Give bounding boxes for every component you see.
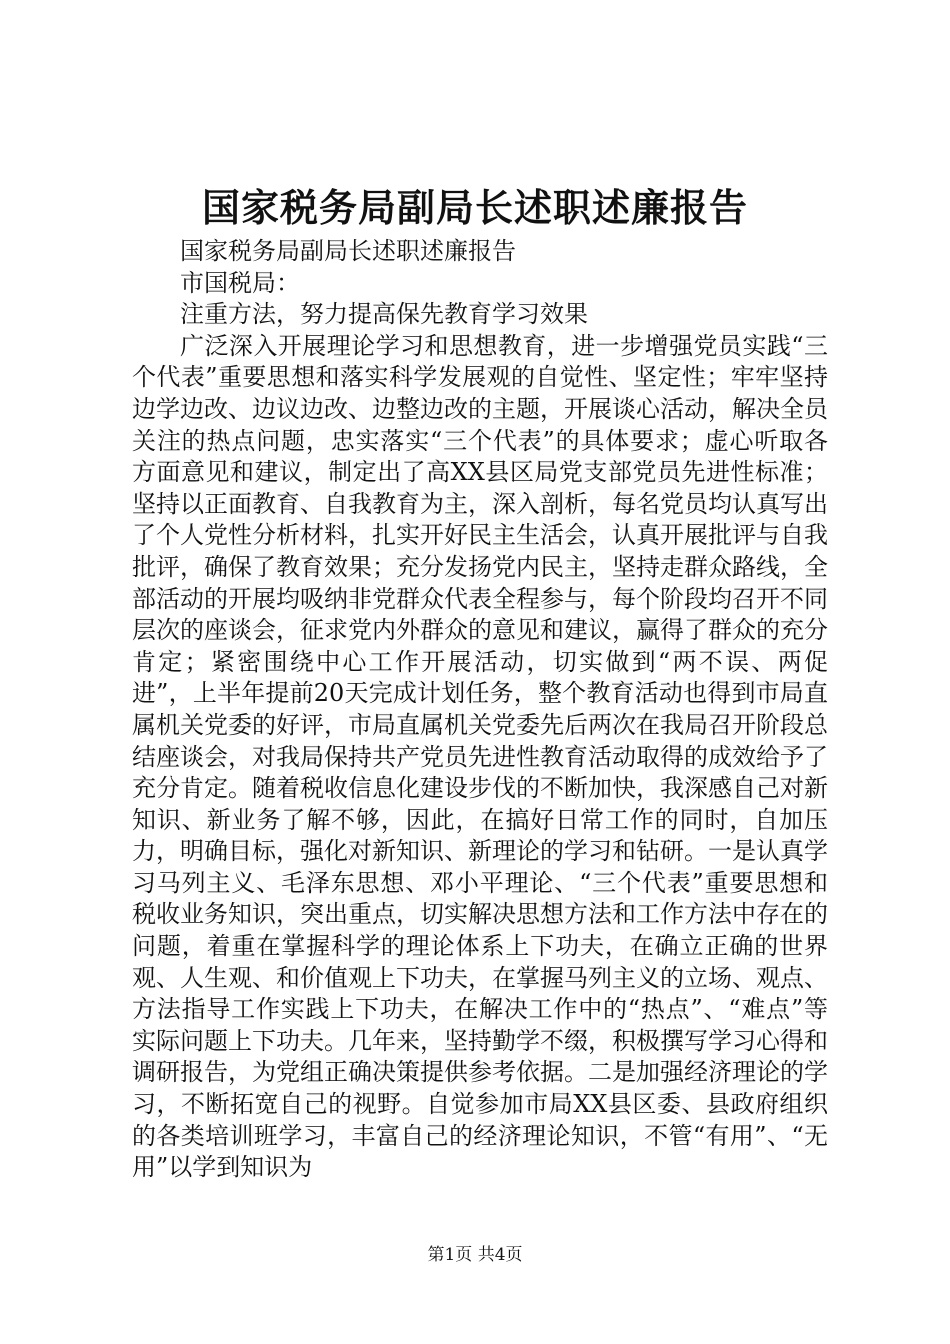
- document-body: [132, 236, 828, 1184]
- paragraph-addressee: 市国税局：: [180, 268, 300, 297]
- page-number-footer: 第1页 共4页: [427, 1245, 523, 1265]
- paragraph-subtitle: 国家税务局副局长述职述廉报告: [180, 237, 516, 265]
- paragraph-section-heading: 注重方法，努力提高保先教育学习效果: [180, 300, 588, 329]
- paragraph-main-body: 广泛深入开展理论学习和思想教育，进一步增强党员实践“三个代表”重要思想和落实科学发展观的自觉性、坚定性；牢牢坚持边学边改、边议边改、边整边改的主题，开展谈心活动，解决全员关注的热点问题，忠实落实“三个代表”的具体要求；虚心听取各方面意见和建议，制定出了高XX县区局党支部党员先进性标准；坚持以正面教育、自我教育为主，深入剖析，每名党员均认真写出了个人党性分析材料，扎实开好民主生活会，认真开展批评与自我批评，确保了教育效果；充分发扬党内民主，坚持走群众路线，全部活动的开展均吸纳非党群众代表全程参与，每个阶段均召开不同层次的座谈会，征求党内外群众的意见和建议，赢得了群众的充分肯定；紧密围绕中心工作开展活动，切实做到“两不误、两促进”，上半年提前20天完成计划任务，整个教育活动也得到市局直属机关党委的好评，市局直属机关党委先后两次在我局召开阶段总结座谈会，对我局保持共产党员先进性教育活动取得的成效给予了充分肯定。随着税收信息化建设步伐的不断加快，我深感自己对新知识、新业务了解不够，因此，在搞好日常工作的同时，自加压力，明确目标，强化对新知识、新理论的学习和钻研。一是认真学习马列主义、毛泽东思想、邓小平理论、“三个代表”重要思想和税收业务知识，突出重点，切实解决思想方法和工作方法中存在的问题，着重在掌握科学的理论体系上下功夫，在确立正确的世界观、人生观、和价值观上下功夫，在掌握马列主义的立场、观点、方法指导工作实践上下功夫，在解决工作中的“热点”、“难点”等实际问题上下功夫。几年来，坚持勤学不缀，积极撰写学习心得和调研报告，为党组正确决策提供参考依据。二是加强经济理论的学习，不断拓宽自己的视野。自觉参加市局XX县区委、县政府组织的各类培训班学习，丰富自己的经济理论知识，不管“有用”、“无用”以学到知识为: [132, 331, 828, 1182]
- document-title: 国家税务局副局长述职述廉报告: [201, 185, 748, 230]
